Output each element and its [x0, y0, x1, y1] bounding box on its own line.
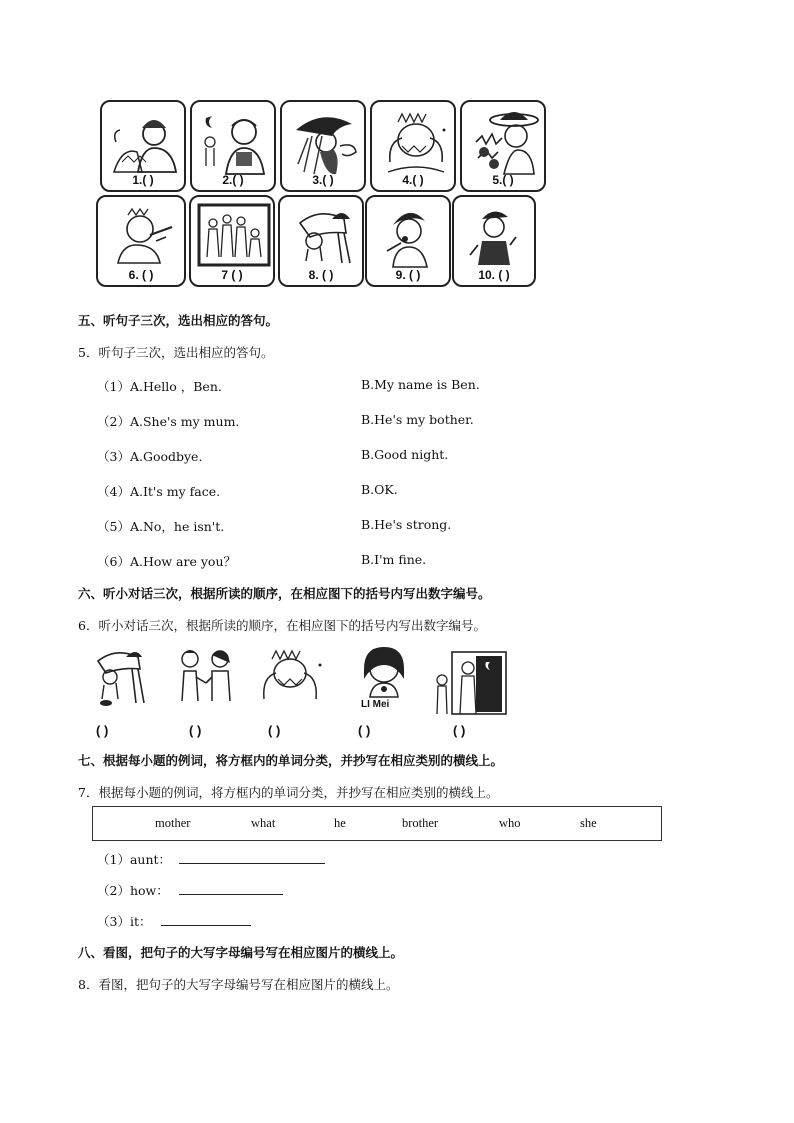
answer-paren[interactable]: ( ) — [453, 723, 466, 738]
picture-label: 9. ( ) — [395, 268, 421, 282]
picture-card-10 — [452, 195, 536, 287]
word: brother — [402, 816, 439, 830]
picture-caption: LI Mei — [361, 699, 390, 710]
question-label: （2）how： — [97, 883, 169, 898]
item-number: （5） — [97, 519, 130, 534]
word-box — [92, 806, 662, 841]
picture-label: 4.( ) — [402, 173, 424, 187]
option-a: A.Hello ，Ben. — [129, 379, 222, 394]
option-b: B.He's my bother. — [361, 412, 474, 427]
option-b: B.He's strong. — [361, 517, 452, 532]
picture-label: 10. ( ) — [478, 268, 510, 282]
picture-card-8 — [278, 195, 364, 287]
door-night-icon — [428, 648, 510, 718]
section7-heading: 七、根据每小题的例词，将方框内的单词分类，并抄写在相应类别的横线上。 — [78, 753, 504, 768]
option-b: B.My name is Ben. — [361, 377, 480, 392]
word: mother — [155, 816, 191, 830]
section6-heading: 六、听小对话三次，根据所读的顺序，在相应图下的括号内写出数字编号。 — [78, 586, 491, 601]
children-shaking-hands-icon — [174, 645, 238, 707]
list-item — [97, 552, 236, 570]
picture-label: 6. ( ) — [128, 268, 154, 282]
list-item — [97, 377, 222, 395]
option-a: A.How are you？ — [129, 554, 236, 569]
item-number: （6） — [97, 554, 130, 569]
list-item — [97, 412, 239, 430]
word: who — [499, 816, 521, 830]
section8-prompt: 8．看图，把句子的大写字母编号写在相应图片的横线上。 — [78, 977, 399, 992]
picture-label: 3.( ) — [312, 173, 334, 187]
word: what — [251, 816, 276, 830]
picture-card-4 — [370, 100, 456, 192]
picture-card-5 — [460, 100, 546, 192]
option-a: A.She's my mum. — [129, 414, 240, 429]
li-mei-girl-icon — [356, 645, 412, 699]
item-number: （2） — [97, 414, 130, 429]
bowing-boy-icon — [92, 645, 148, 711]
question-row — [97, 850, 325, 868]
option-a: A.It's my face. — [129, 484, 221, 499]
picture-card-1 — [100, 100, 186, 192]
picture-card-3 — [280, 100, 366, 192]
question-row — [97, 912, 251, 930]
picture-card-7 — [189, 195, 275, 287]
picture-card-9 — [365, 195, 451, 287]
item-number: （3） — [97, 449, 130, 464]
section5-heading: 五、听句子三次，选出相应的答句。 — [78, 313, 279, 328]
answer-paren[interactable]: ( ) — [189, 723, 202, 738]
item-number: （4） — [97, 484, 130, 499]
answer-paren[interactable]: ( ) — [268, 723, 281, 738]
question-row — [97, 881, 283, 899]
item-number: （1） — [97, 379, 130, 394]
question-label: （3）it： — [97, 914, 152, 929]
list-item — [97, 482, 220, 500]
section8-heading: 八、看图，把句子的大写字母编号写在相应图片的横线上。 — [78, 945, 404, 960]
picture-card-2 — [190, 100, 276, 192]
section5-prompt: 5．听句子三次，选出相应的答句。 — [78, 345, 274, 360]
section7-prompt: 7．根据每小题的例词，将方框内的单词分类，并抄写在相应类别的横线上。 — [78, 785, 499, 800]
list-item — [97, 517, 224, 535]
answer-paren[interactable]: ( ) — [96, 723, 109, 738]
picture-label: 2.( ) — [222, 173, 244, 187]
option-b: B.OK. — [361, 482, 398, 497]
list-item — [97, 447, 202, 465]
answer-line[interactable] — [161, 913, 251, 926]
picture-label: 7 ( ) — [221, 268, 243, 282]
word: he — [334, 816, 346, 830]
answer-line[interactable] — [179, 882, 283, 895]
option-b: B.Good night. — [361, 447, 449, 462]
word: she — [580, 816, 597, 830]
answer-paren[interactable]: ( ) — [358, 723, 371, 738]
option-a: A.Goodbye. — [129, 449, 203, 464]
picture-label: 5.( ) — [492, 173, 514, 187]
picture-label: 1.( ) — [132, 173, 154, 187]
option-b: B.I'm fine. — [361, 552, 427, 567]
face-washing-icon — [254, 645, 324, 707]
option-a: A.No，he isn't. — [129, 519, 225, 534]
picture-card-6 — [96, 195, 186, 287]
picture-label: 8. ( ) — [308, 268, 334, 282]
section6-prompt: 6．听小对话三次，根据所读的顺序，在相应图下的括号内写出数字编号。 — [78, 618, 486, 633]
question-label: （1）aunt： — [97, 852, 172, 867]
answer-line[interactable] — [179, 851, 325, 864]
